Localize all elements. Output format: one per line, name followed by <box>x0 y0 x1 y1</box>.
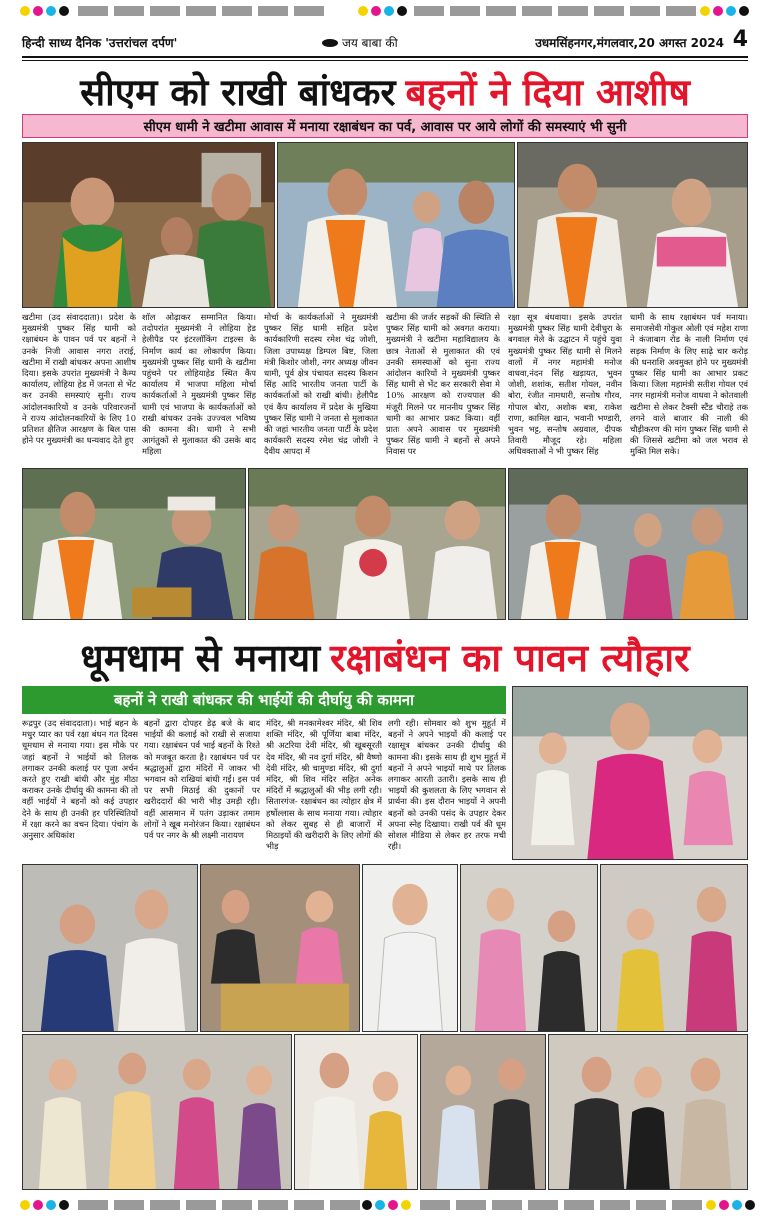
photo-man-with-girl <box>294 1034 418 1190</box>
masthead-rule <box>22 56 748 58</box>
story1-column-6: धामी के साथ रक्षाबंधन पर्व मनाया। समाजसेवी गोकुल ओली एवं महेश राणा ने कंजाबाग रोड के नाली निर्माण एवं सड़क निर्माण के लिए साढ़े चार करोड़ की धनराशि अवमुक्त होने पर मुख्यमंत्री पुष्कर सिंह धामी का आभार प्रकट किया। जिला महामंत्री सतीश गोयल एवं नगर महामंत्री मनोज वाधवा ने कोतवाली खटीमा से लेकर टैक्सी स्टैंड चौराहे तक लगने वाले बाजार की नाली की चौड़ीकरण की मांग पुष्कर सिंह धामी से की जिससे खटीमा को जल भराव से मुक्ति मिल सके। <box>630 312 748 457</box>
photo-cm-with-supporters <box>248 468 506 620</box>
story1-column-5: रक्षा सूत्र बंधवाया। इसके उपरांत मुख्यमंत्री पुष्कर सिंह धामी देवीधुरा के बगवाल मेले के उद्घाटन में पहुंचे युवा मुख्यमंत्री पुष्कर सिंह धामी से मिलने वालों में नगर महामंत्री मनोज वाधवा,नंदन सिंह खड़ायत, भुवन जोशी, शशांक, सतीश गोयल, नवीन बोरा, रंजीत नामधारी, सन्तोष गौरव, गोपाल बोरा, अशोक बत्रा, राकेश राणा, कामिल खान, भवानी भण्डारी, भुवन भट्ट, सन्तोष अग्रवाल, दीपक तिवारी मौजूद रहे। महिला अधिवक्ताओं ने भी पुष्कर सिंह <box>508 312 622 457</box>
photo-rakhi-3 <box>362 864 458 1032</box>
photo-rakhi-tying <box>277 142 515 308</box>
story2-column-1: रूद्रपुर (उद संवाददाता)। भाई बहन के मधुर प्यार का पर्व रक्षा बंधन गत दिवस धूमधाम से मनाया गया। इस मौके पर जहां बहनों ने भाईयों को तिलक लगाकर उनकी कलाई पर पूजा अर्चन करते हुए राखी बांधी और मुंह मीठा कराकर उनके दीर्घायु की कामना की तो वहीं भाईयों ने बहनों को कई उपहार देने के साथ ही उनकी हर परिस्थितियों में रक्षा करने का वचन दिया। पंचांग के अनुसार अधिकांश <box>22 718 138 841</box>
photo-siblings <box>548 1034 748 1190</box>
paper-name: हिन्दी साध्य दैनिक 'उत्तरांचल दर्पण' <box>22 35 178 50</box>
story2-headline-red: रक्षाबंधन का पावन त्यौहार <box>330 636 690 680</box>
story1-headline-black: सीएम को राखी बांधकर <box>80 70 396 114</box>
photo-family-group <box>22 1034 292 1190</box>
story2-column-4: लगी रही। सोमवार को शुभ मुहूर्त में बहनों ने अपने भाइयों की कलाई पर रक्षासूत्र बांधकर उनकी दीर्घायु की कामना की। इसके साथ ही शुभ मुहूर्त में बहनों ने अपने भाइयों माथे पर तिलक लगाकर आरती उतारी। इसके साथ ही भाइयों की कुशलता के लिए भगवान से प्रार्थना की। इस दौरान भाइयों ने अपनी बहनों को उनकी पसंद के उपहार देकर अपना स्नेह दिखाया। राखी पर्व की धूम सोशल मीडिया से लेकर हर तरफ मची रही। <box>388 718 506 852</box>
color-dots-bottom-left <box>20 1200 69 1210</box>
story1-column-3: मोर्चा के कार्यकर्ताओं ने मुख्यमंत्री पुष्कर सिंह धामी सहित प्रदेश कार्यकारिणी सदस्य रमेश चंद्र जोशी, जिला उपाध्यक्ष डिम्पल बिष्ट, जिला मंत्री किशोर जोशी, नगर अध्यक्ष जीवन धामी, पूर्व क्षेत्र पंचायत सदस्य किशन सिंह आदि भारतीय जनता पार्टी के कार्यकर्ताओं को राखी बांधी। हेलीपैड एवं कैंप कार्यालय में प्रदेश के मुखिया पुष्कर सिंह धामी ने जनता से मुलाकात की जहां भारतीय जनता पार्टी के प्रदेश कार्यकारी सदस्य रमेश चंद्र जोशी ने दैवीय आपदा में <box>264 312 378 457</box>
story1-column-1: खटीमा (उद संवाददाता)। प्रदेश के मुख्यमंत्री पुष्कर सिंह धामी को रक्षाबंधन के पावन पर्व पर बहनों ने उनके निजी आवास नगरा तराई, खटीमा में राखी बांधकर अपना आशीष दिया। इसके उपरांत मुख्यमंत्री ने कैम्प कार्यालय, लोहिया हेड में जनता से भेंट कर उनकी समस्याएं सुनी। राज्य आंदोलनकारियों व उनके परिवारजनों ने राज्य आंदोलनकारियों के लिए 10 प्रतिशत क्षैतिज आरक्षण के बिल पास होने पर मुख्यमंत्री का धन्यवाद देते हुए <box>22 312 136 446</box>
gray-bars-bottom-left <box>78 1200 360 1210</box>
photo-rakhi-1 <box>22 864 198 1032</box>
story1-headline <box>22 68 748 112</box>
registration-strip-top <box>0 6 770 20</box>
gray-bars-right <box>414 6 696 16</box>
photo-sister-with-brothers <box>512 686 748 860</box>
center-slogan: जय बाबा की <box>322 34 398 51</box>
story1-headline-red: बहनों ने दिया आशीष <box>405 70 690 114</box>
page-number: 4 <box>732 27 748 52</box>
color-dots-bottom-center <box>362 1200 411 1210</box>
photo-rakhi-2 <box>200 864 360 1032</box>
photo-woman-rakhi <box>517 142 748 308</box>
story1-column-4: खटीमा की जर्जर सड़कों की स्थिति से पुष्कर सिंह धामी को अवगत कराया। मुख्यमंत्री ने खटीमा महाविद्यालय के छात्र नेताओं से मुलाकात की एवं उनकी समस्याओं को सुना राज्य आंदोलन कारियों ने मुख्यमंत्री पुष्कर सिंह धामी से भेंट कर सरकारी सेवा मे 10% आरक्षण को राज्यपाल की मंजूरी मिलने पर माननीय पुष्कर सिंह धामी का आभार प्रकट किया। वहीं प्रातः अपने आवास पर मुख्यमंत्री पुष्कर सिंह धामी ने बहनों से अपने निवास पर <box>386 312 500 457</box>
story2-subheadline: बहनों ने राखी बांधकर की भाईयों की दीर्घायु की कामना <box>22 686 506 714</box>
story2-column-3: मंदिर, श्री मनकामेश्वर मंदिर, श्री शिव शक्ति मंदिर, श्री पूर्णिया बाबा मंदिर, श्री अटरिया देवी मंदिर, श्री खूबसूरती देव मंदिर, श्री नव दुर्गा मंदिर, श्री वैष्णो देवी मंदिर, श्री चामुण्डा मंदिर, श्री दुर्गा मंदिर, श्री शिव मंदिर सहित अनेक मंदिरों में श्रद्धालुओं की भीड़ लगी रही। सितारगंज- रक्षाबंधन का त्योहार क्षेत्र में हर्षोल्लास के साथ मनाया गया। त्योहार को लेकर सुबह से ही बाजारों में मिठाइयों की खरीदारी के लिए लोगों की भीड़ <box>266 718 382 852</box>
story2-column-2: बहनों द्वारा दोपहर डेढ़ बजे के बाद भाईयों की कलाई को राखी से सजाया गया। रक्षाबंधन पर्व भाई बहनों के रिश्ते को मजबूत करता है। रक्षाबंधन पर्व पर श्रद्धालुओं द्वारा मंदिरों में जाकर भी भगवान को राखियां बांधी गईं। इस पर्व पर सभी मिठाई की दुकानों पर खरीददारों की भारी भीड़ उमड़ी रही। वहीं आसमान में पतंग उड़ाकर तमाम लोगों ने खूब मनोरंजन किया। रक्षाबंधन पर्व पर नगर के श्री लक्ष्मी नारायण <box>144 718 260 841</box>
color-dots-bottom-right <box>706 1200 755 1210</box>
registration-strip-bottom <box>0 1200 770 1214</box>
color-dots-left <box>20 6 69 16</box>
masthead-rule-thin <box>22 60 748 61</box>
color-dots-right <box>700 6 749 16</box>
place-date: उधमसिंहनगर,मंगलवार,20 अगस्त 2024 <box>535 35 724 50</box>
masthead <box>22 27 748 53</box>
color-dots-center <box>358 6 407 16</box>
story1-column-2: शॉल ओढ़ाकर सम्मानित किया। तदोपरांत मुख्यमंत्री ने लोहिया हेड हेलीपैड पर इंटरलॉकिंग टाइल्स के निर्माण कार्य का लोकार्पण किया। मुख्यमंत्री पुष्कर सिंह धामी के खटीमा पहुंचने पर लोहियाहेड स्थित कैंप कार्यालय में भाजपा महिला मोर्चा कार्यकर्ताओं ने मुख्यमंत्री पुष्कर सिंह धामी एवं भाजपा के कार्यकर्ताओं को राखी बांधकर उनके उज्ज्वल भविष्य की कामना की। धामी ने सभी आगंतुकों से मुलाकात की उसके बाद महिला <box>142 312 256 457</box>
eye-ornament-icon <box>322 39 338 47</box>
photo-women-with-cm <box>22 142 275 308</box>
gray-bars-bottom-right <box>420 1200 702 1210</box>
photo-cm-with-women <box>508 468 748 620</box>
story1-subheadline: सीएम धामी ने खटीमा आवास में मनाया रक्षाबंधन का पर्व, आवास पर आये लोगों की समस्याएं भी सुनी <box>22 114 748 138</box>
photo-rakhi-5 <box>600 864 748 1032</box>
photo-cm-greeting-elder <box>22 468 246 620</box>
photo-girl-with-boy <box>420 1034 546 1190</box>
story2-headline-black: धूमधाम से मनाया <box>80 636 321 680</box>
gray-bars-left <box>78 6 324 16</box>
photo-rakhi-4 <box>460 864 598 1032</box>
story2-headline <box>22 632 748 682</box>
